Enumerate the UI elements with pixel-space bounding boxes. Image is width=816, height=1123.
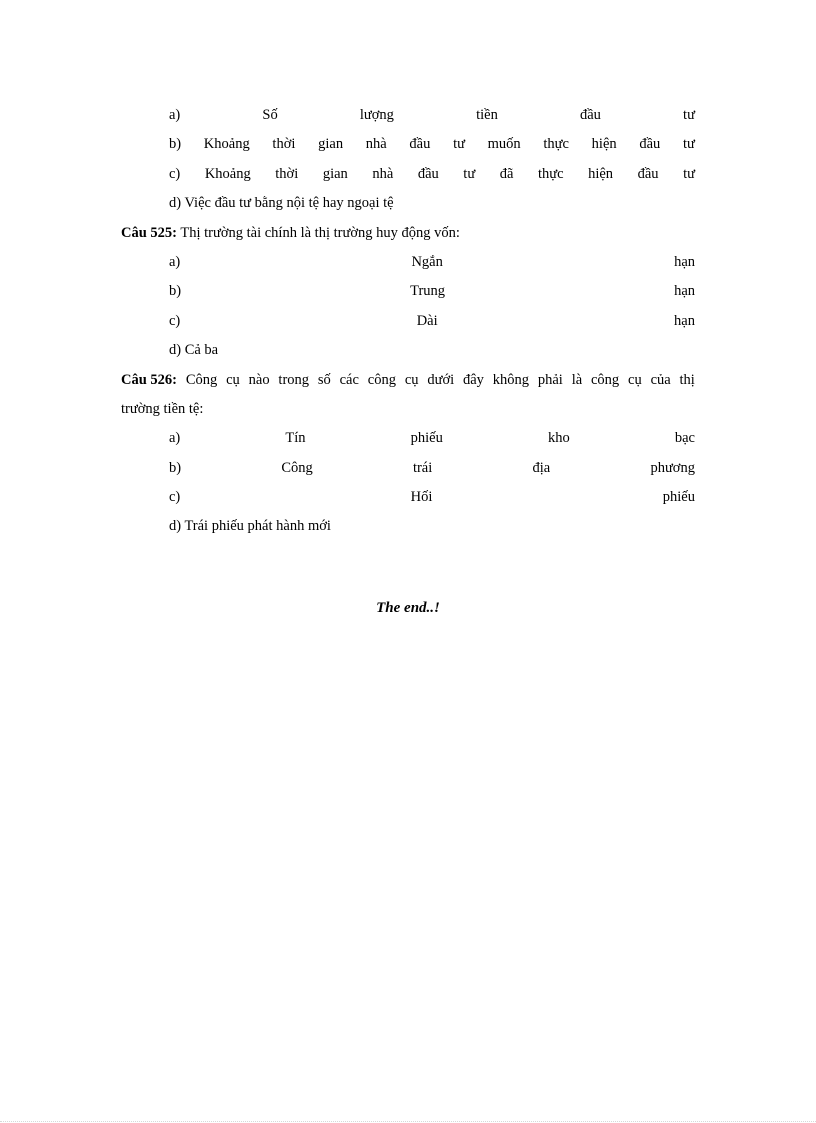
- option-word: a): [169, 107, 181, 123]
- q524-option-c: [169, 161, 695, 190]
- q525-option-c: [169, 308, 695, 337]
- stem-word: phải: [537, 371, 563, 388]
- option-word: kho: [548, 430, 570, 447]
- option-word: phương: [650, 459, 695, 476]
- option-word: đầu: [639, 136, 661, 153]
- option-word: hạn: [674, 312, 695, 329]
- option-word: tiền: [476, 107, 498, 123]
- stem-word: là: [571, 371, 583, 388]
- q526-option-d: [169, 513, 695, 542]
- option-word: hiện: [591, 136, 617, 153]
- question-number: Câu 526:: [121, 371, 177, 388]
- option-word: đã: [499, 165, 514, 182]
- stem-word: dưới: [427, 371, 455, 388]
- option-word: phiếu: [662, 489, 695, 506]
- option-word: c): [169, 165, 181, 182]
- option-word: a): [169, 253, 181, 270]
- stem-word: cụ: [628, 371, 642, 388]
- option-word: Trung: [410, 283, 446, 300]
- option-word: hạn: [674, 283, 695, 300]
- option-word: nhà: [365, 136, 387, 153]
- option-word: muốn: [487, 136, 521, 153]
- q524-option-d: [169, 190, 695, 219]
- stem-word: đây: [463, 371, 484, 388]
- option-text: d) Cả ba: [169, 342, 219, 359]
- option-word: lượng: [359, 107, 394, 123]
- stem-word: của: [650, 371, 671, 388]
- option-word: nhà: [372, 165, 394, 182]
- stem-word: cụ: [404, 371, 419, 388]
- option-word: thời: [275, 165, 299, 182]
- option-word: tư: [463, 165, 476, 182]
- q526-option-c: [169, 484, 695, 513]
- option-word: địa: [532, 459, 551, 476]
- stem-word: công: [367, 371, 396, 388]
- stem-word: thị: [679, 371, 695, 388]
- option-word: Khoảng: [203, 136, 250, 153]
- option-word: thực: [543, 136, 569, 153]
- option-word: Tín: [285, 430, 306, 447]
- option-word: tư: [453, 136, 465, 153]
- stem-word: số: [317, 371, 331, 388]
- page-edge-divider: [0, 1121, 816, 1122]
- stem-word: công: [591, 371, 620, 388]
- option-word: thời: [272, 136, 296, 153]
- stem-word: nào: [248, 371, 270, 388]
- option-word: hiện: [588, 165, 614, 182]
- option-word: Ngắn: [411, 253, 443, 270]
- option-word: Khoảng: [204, 165, 251, 182]
- end-text: The end..!: [376, 600, 440, 616]
- option-word: gian: [322, 165, 348, 182]
- option-word: gian: [318, 136, 344, 153]
- option-word: b): [169, 283, 182, 300]
- stem-word: trong: [278, 371, 310, 388]
- q525-option-d: [169, 337, 695, 366]
- option-word: Số: [262, 107, 278, 123]
- q525-option-b: [169, 278, 695, 307]
- option-word: đầu: [637, 165, 659, 182]
- option-text: d) Trái phiếu phát hành mới: [169, 518, 331, 535]
- option-word: Hối: [410, 489, 433, 506]
- option-word: hạn: [674, 253, 695, 270]
- stem-word: Công: [185, 371, 218, 388]
- q526-option-a: [169, 425, 695, 454]
- option-word: phiếu: [410, 430, 443, 447]
- option-word: Công: [281, 459, 313, 476]
- option-word: b): [169, 136, 182, 153]
- q525-heading: [121, 220, 695, 249]
- stem-text: trường tiền tệ:: [121, 400, 204, 417]
- option-word: tư: [682, 136, 695, 153]
- q526-stem-continuation: [121, 396, 695, 425]
- stem-word: không: [492, 371, 530, 388]
- option-word: đầu: [417, 165, 439, 182]
- q524-option-b: [169, 131, 695, 160]
- q524-option-a: [169, 102, 695, 131]
- option-word: đầu: [579, 107, 601, 123]
- option-word: trái: [412, 459, 433, 476]
- question-stem: Thị trường tài chính là thị trường huy động vốn:: [177, 224, 460, 241]
- question-number: Câu 525:: [121, 224, 177, 241]
- option-word: thực: [537, 165, 564, 182]
- option-word: c): [169, 312, 181, 329]
- stem-word: các: [339, 371, 359, 388]
- option-word: c): [169, 489, 181, 506]
- document-content: [121, 102, 695, 543]
- stem-word: cụ: [226, 371, 240, 388]
- q526-heading: [121, 367, 695, 396]
- option-word: b): [169, 459, 182, 476]
- option-word: tư: [683, 107, 695, 123]
- option-word: a): [169, 430, 181, 447]
- option-word: Dài: [416, 312, 438, 329]
- option-word: đầu: [409, 136, 431, 153]
- option-word: tư: [683, 165, 695, 182]
- option-word: bạc: [674, 430, 695, 447]
- option-text: d) Việc đầu tư bằng nội tệ hay ngoại tệ: [169, 195, 394, 212]
- q525-option-a: [169, 249, 695, 278]
- q526-option-b: [169, 455, 695, 484]
